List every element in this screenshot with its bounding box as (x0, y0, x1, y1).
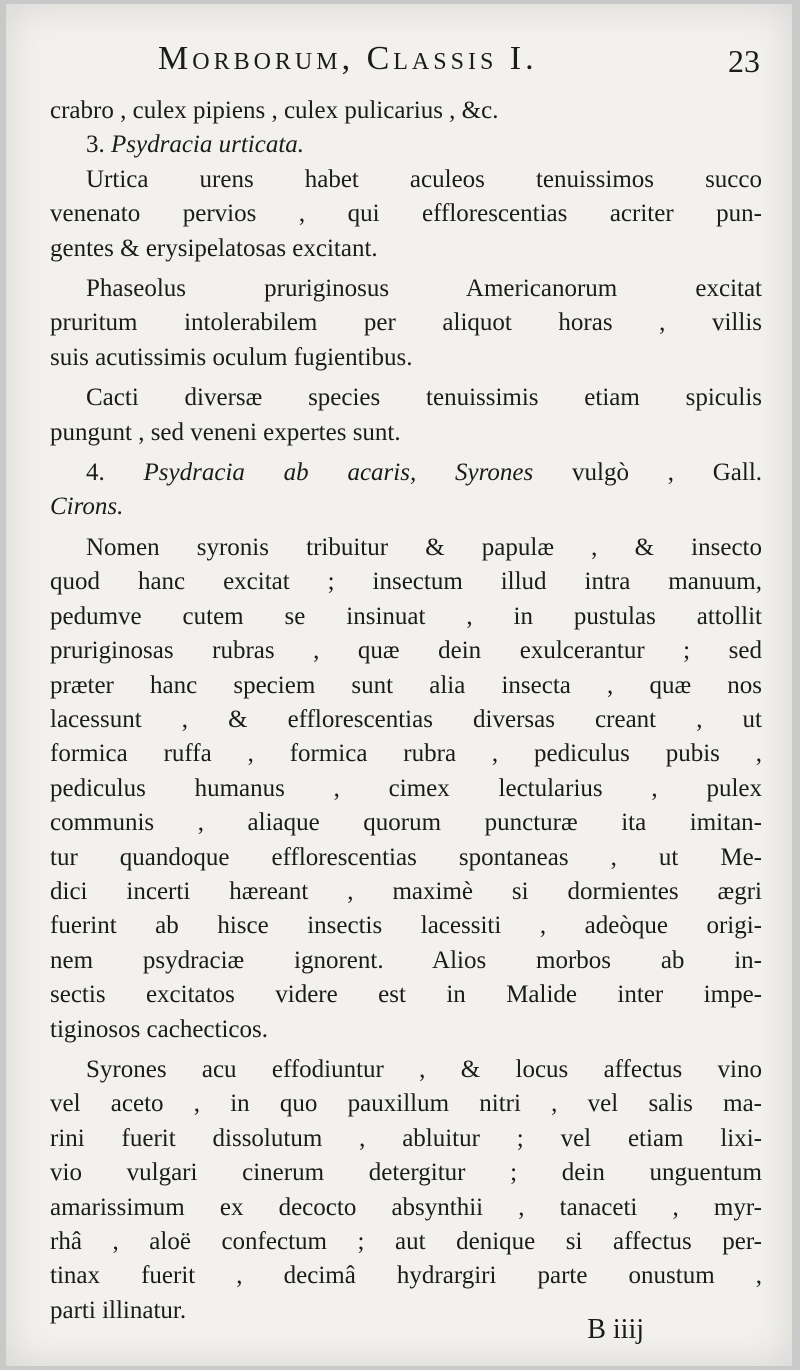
heading-number: 3. (86, 131, 105, 159)
text-line: Nomen syronis tribuitur & papulæ , & insecto (86, 533, 762, 561)
text-line: pruritum intolerabilem per aliquot horas , villis (50, 309, 762, 337)
text-line: fuerint ab hisce insectis lacessiti , adeòque origi- (50, 912, 762, 940)
text-line: vel aceto , in quo pauxillum nitri , vel salis ma- (50, 1090, 762, 1118)
text-line: Syrones acu effodiuntur , & locus affectus vino (86, 1055, 762, 1083)
section-heading-3 (50, 128, 762, 162)
text-line: venenato pervios , qui efflorescentias acriter pun- (50, 200, 762, 228)
text-line: suis acutissimis oculum fugientibus. (50, 343, 413, 371)
running-head-title: Morborum, Classis I. (158, 40, 538, 77)
book-page (6, 4, 792, 1366)
text-line: amarissimum ex decocto absynthii , tanaceti , myr- (50, 1193, 762, 1221)
text-line: communis , aliaque quorum puncturæ ita imitan- (50, 809, 762, 837)
text-line: tiginosos cachecticos. (50, 1015, 268, 1043)
text-block (50, 38, 762, 1328)
heading-rest: vulgò , Gall. (572, 459, 763, 487)
text-line: sectis excitatos videre est in Malide inter impe- (50, 981, 762, 1009)
heading-continuation: Cirons. (50, 493, 124, 521)
text-line: crabro , culex pipiens , culex pulicarius , &c. (50, 97, 499, 124)
text-line: tinax fuerit , decimâ hydrargiri parte onustum , (50, 1262, 762, 1290)
text-line: rini fuerit dissolutum , abluitur ; vel etiam lixi- (50, 1124, 762, 1152)
heading-number: 4. (86, 459, 105, 487)
heading-title-syrones: Syrones (454, 459, 534, 487)
text-line: Phaseolus pruriginosus Americanorum excitat (86, 275, 762, 303)
text-line: rhâ , aloë confectum ; aut denique si affectus per- (50, 1228, 762, 1255)
text-line: formica ruffa , formica rubra , pediculus pubis , (50, 740, 762, 768)
text-line: quod hanc excitat ; insectum illud intra manuum, (50, 568, 762, 596)
text-line: Cacti diversæ species tenuissimis etiam spiculis (86, 384, 762, 412)
text-line: pediculus humanus , cimex lectularius , pulex (50, 774, 762, 802)
text-line: præter hanc speciem sunt alia insecta , quæ nos (50, 671, 762, 699)
heading-title: Psydracia ab acaris, (143, 459, 417, 487)
signature-mark: B iiij (587, 1314, 644, 1345)
text-line: lacessunt , & efflorescentias diversas creant , ut (50, 705, 762, 733)
text-line: vio vulgari cinerum detergitur ; dein unguentum (50, 1159, 762, 1187)
text-line: tur quandoque efflorescentias spontaneas , ut Me- (50, 843, 762, 871)
text-line: pungunt , sed veneni expertes sunt. (50, 418, 401, 446)
page-number: 23 (728, 43, 760, 79)
text-line: pruriginosas rubras , quæ dein exulcerantur ; sed (50, 637, 762, 665)
text-line: parti illinatur. (50, 1296, 187, 1324)
text-line: gentes & erysipelatosas excitant. (50, 234, 378, 262)
text-line: nem psydraciæ ignorent. Alios morbos ab in- (50, 946, 762, 974)
running-head (50, 38, 762, 94)
text-line: pedumve cutem se insinuat , in pustulas attollit (50, 602, 762, 630)
text-line: Urtica urens habet aculeos tenuissimos succo (86, 165, 762, 193)
text-line: dici incerti hæreant , maximè si dormientes ægri (50, 877, 762, 905)
section-heading-4 (50, 456, 762, 490)
heading-title: Psydracia urticata. (111, 131, 305, 159)
